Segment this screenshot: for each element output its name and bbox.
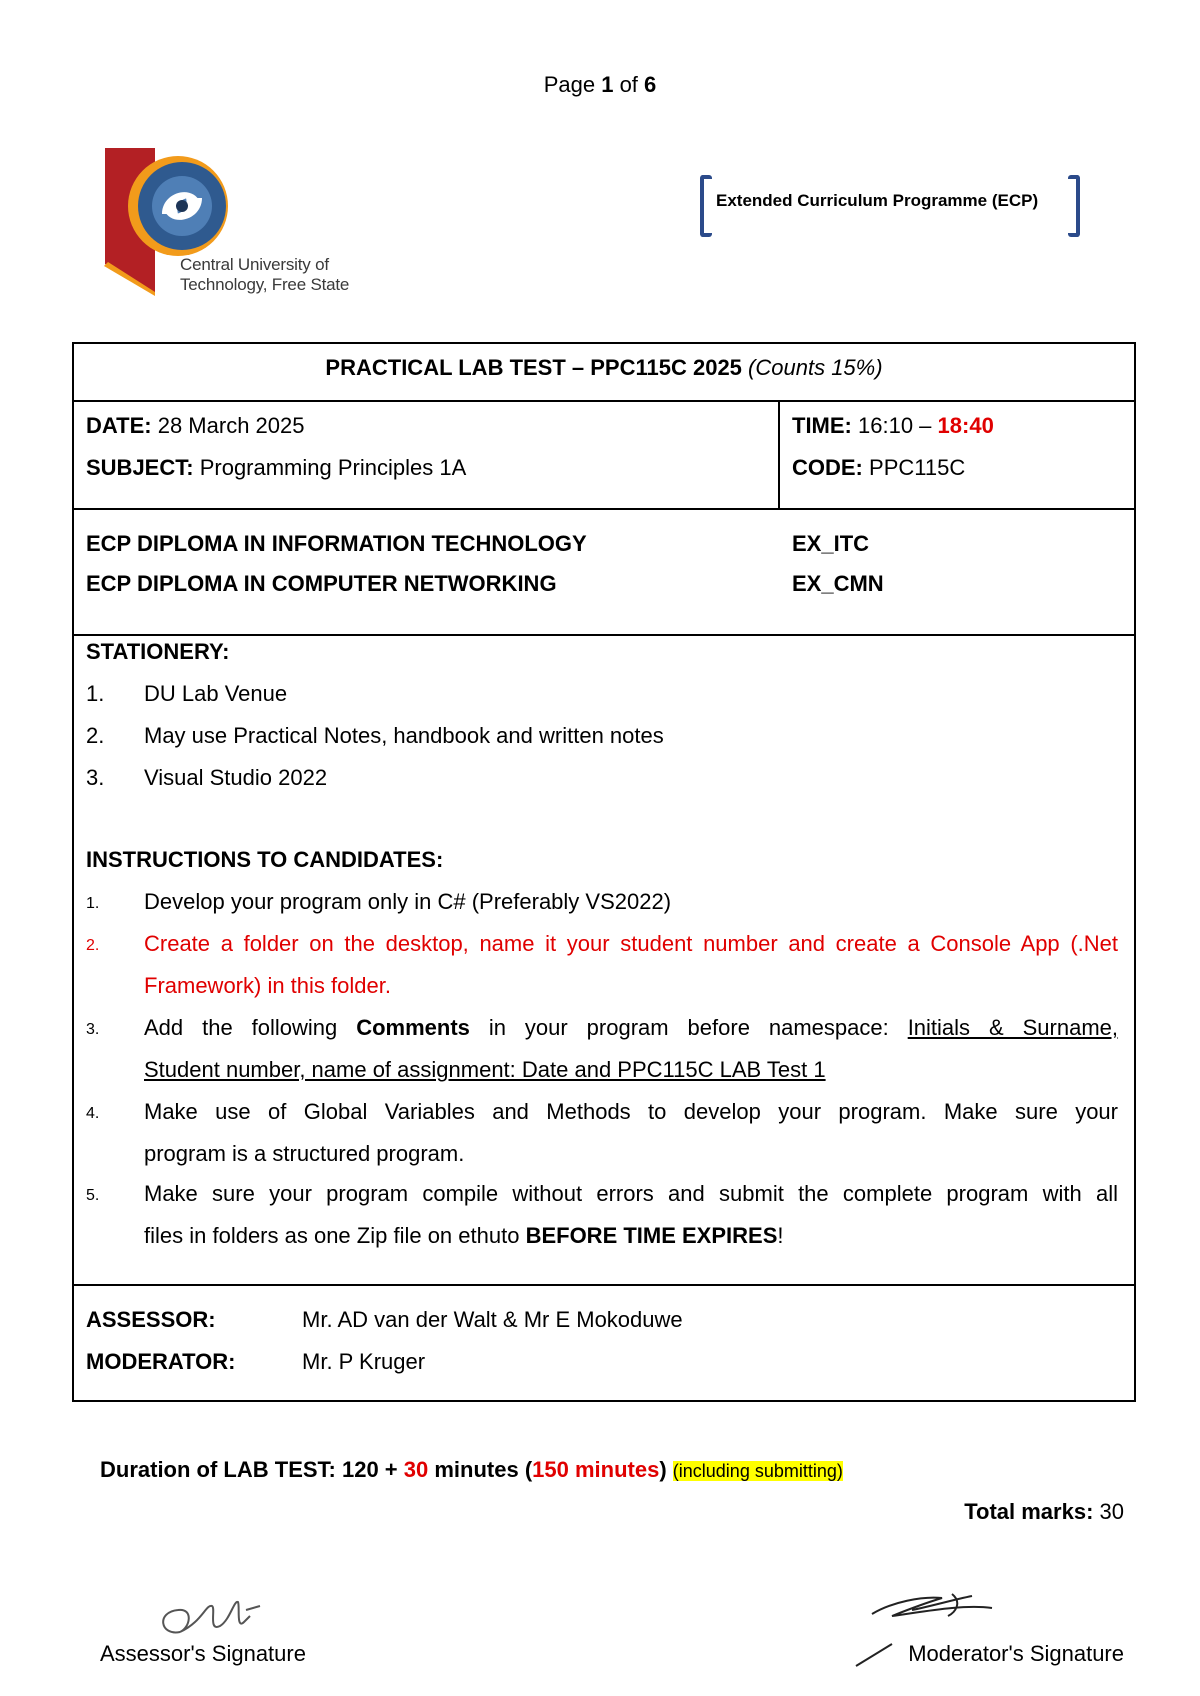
list-item: May use Practical Notes, handbook and written notes [144,723,664,748]
time-field: TIME: 16:10 – 18:40 [792,413,994,438]
page-title: PRACTICAL LAB TEST – PPC115C 2025 (Counts 15%) [325,355,883,380]
diploma-code: EX_ITC [792,531,870,556]
ecp-label: Extended Curriculum Programme (ECP) [716,191,1039,210]
assessor-value: Mr. AD van der Walt & Mr E Mokoduwe [302,1307,683,1332]
list-number: 3. [86,765,105,790]
list-item: Make use of Global Variables and Methods to develop your program. Make sure your [144,1099,1118,1124]
assessor-signature-label: Assessor's Signature [100,1641,306,1666]
list-item-continued: Framework) in this folder. [144,973,391,998]
list-item: Create a folder on the desktop, name it your student number and create a Console App (.Net [144,931,1118,956]
stationery-heading: STATIONERY: [86,639,230,664]
left-bracket [700,175,712,237]
list-number: 1. [86,895,100,912]
list-number: 1. [86,681,105,706]
list-number: 2. [86,937,100,954]
duration-line: Duration of LAB TEST: 120 + 30 minutes (150 minutes) (including submitting) [100,1457,843,1482]
total-marks: Total marks: 30 [964,1499,1124,1524]
diploma-name: ECP DIPLOMA IN COMPUTER NETWORKING [86,571,557,596]
list-item: DU Lab Venue [144,681,288,706]
list-item-continued: files in folders as one Zip file on ethuto BEFORE TIME EXPIRES! [144,1223,784,1248]
test-info-table [72,342,1136,1402]
ecp-banner [700,175,1080,225]
page-number: Page 1 of 6 [543,72,657,97]
list-item: Develop your program only in C# (Preferably VS2022) [144,889,672,914]
code-field: CODE: PPC115C [792,455,966,480]
instructions-heading: INSTRUCTIONS TO CANDIDATES: [86,847,444,872]
diploma-code: EX_CMN [792,571,884,596]
list-number: 5. [86,1187,100,1204]
assessor-label: ASSESSOR: [86,1307,216,1332]
logo-text: Central University of Technology, Free State [180,255,350,294]
list-item: Visual Studio 2022 [144,765,328,790]
moderator-label: MODERATOR: [86,1349,236,1374]
list-number: 2. [86,723,105,748]
date-field: DATE: 28 March 2025 [86,413,305,438]
subject-field: SUBJECT: Programming Principles 1A [86,455,467,480]
diploma-name: ECP DIPLOMA IN INFORMATION TECHNOLOGY [86,531,587,556]
right-bracket [1068,175,1080,237]
moderator-value: Mr. P Kruger [302,1349,426,1374]
list-item: Add the following Comments in your program before namespace: Initials & Surname, [144,1015,1119,1040]
list-item-continued: Student number, name of assignment: Date and PPC115C LAB Test 1 [144,1057,826,1082]
list-number: 3. [86,1021,100,1038]
moderator-signature-label: Moderator's Signature [908,1641,1124,1666]
list-item: Make sure your program compile without errors and submit the complete program with all [144,1181,1118,1206]
list-number: 4. [86,1105,100,1122]
list-item-continued: program is a structured program. [144,1141,465,1166]
